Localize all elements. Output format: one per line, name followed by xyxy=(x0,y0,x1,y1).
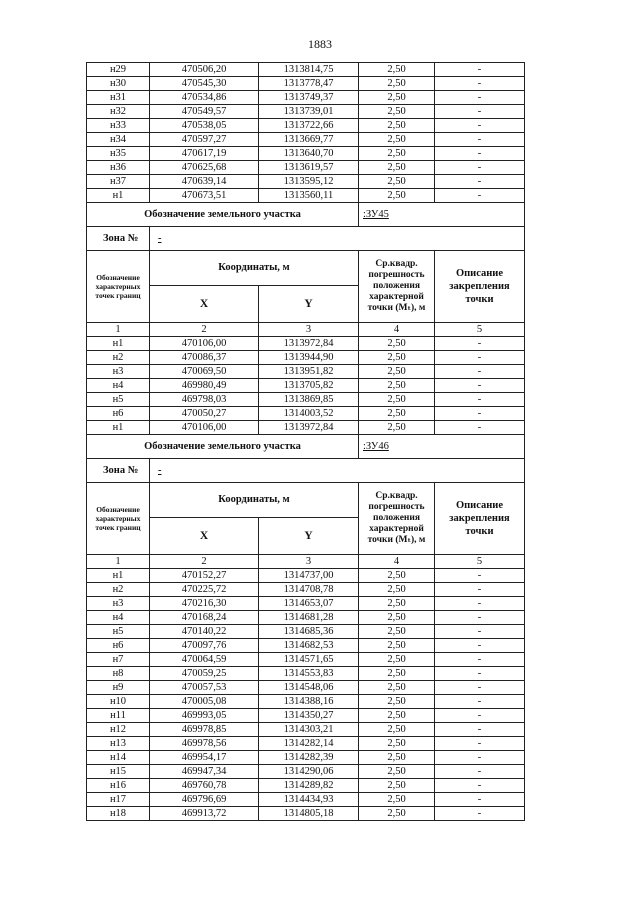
y-coordinate-cell: 1313560,11 xyxy=(259,189,359,203)
zone-label: Зона № xyxy=(87,227,150,251)
point-id-cell: н5 xyxy=(87,625,150,639)
x-coordinate-cell: 470168,24 xyxy=(150,611,259,625)
y-coordinate-cell: 1313619,57 xyxy=(259,161,359,175)
table-row xyxy=(87,597,525,611)
table-row xyxy=(87,91,525,105)
point-id-cell: н11 xyxy=(87,709,150,723)
plot-label: Обозначение земельного участка xyxy=(87,435,359,459)
point-id-cell: н7 xyxy=(87,653,150,667)
table-row xyxy=(87,63,525,77)
y-coordinate-cell: 1314003,52 xyxy=(259,407,359,421)
plot-id: :ЗУ45 xyxy=(359,203,525,227)
accuracy-header: Ср.квадр. погрешность положения характерной точки (Mₜ), м xyxy=(359,483,435,555)
x-coordinate-cell: 470225,72 xyxy=(150,583,259,597)
x-coordinate-cell: 470549,57 xyxy=(150,105,259,119)
y-coordinate-cell: 1313944,90 xyxy=(259,351,359,365)
y-coordinate-cell: 1314737,00 xyxy=(259,569,359,583)
y-coordinate-cell: 1313640,70 xyxy=(259,147,359,161)
description-cell: - xyxy=(435,807,525,821)
description-cell: - xyxy=(435,77,525,91)
accuracy-cell: 2,50 xyxy=(359,161,435,175)
y-coordinate-cell: 1314282,14 xyxy=(259,737,359,751)
point-id-cell: н13 xyxy=(87,737,150,751)
x-header: X xyxy=(150,518,259,555)
point-id-cell: н10 xyxy=(87,695,150,709)
y-coordinate-cell: 1313595,12 xyxy=(259,175,359,189)
table-row xyxy=(87,147,525,161)
x-coordinate-cell: 470069,50 xyxy=(150,365,259,379)
table-row xyxy=(87,569,525,583)
table-row xyxy=(87,337,525,351)
table-row xyxy=(87,77,525,91)
zone-label: Зона № xyxy=(87,459,150,483)
y-coordinate-cell: 1314548,06 xyxy=(259,681,359,695)
point-id-cell: н2 xyxy=(87,583,150,597)
point-id-cell: н35 xyxy=(87,147,150,161)
point-id-cell: н4 xyxy=(87,611,150,625)
page-number: 1883 xyxy=(308,37,332,51)
point-id-cell: н17 xyxy=(87,793,150,807)
point-id-cell: н3 xyxy=(87,365,150,379)
y-coordinate-cell: 1313951,82 xyxy=(259,365,359,379)
description-cell: - xyxy=(435,175,525,189)
x-header: X xyxy=(150,286,259,323)
accuracy-cell: 2,50 xyxy=(359,709,435,723)
point-id-cell: н31 xyxy=(87,91,150,105)
point-id-cell: н6 xyxy=(87,407,150,421)
point-id-cell: н15 xyxy=(87,765,150,779)
table-row xyxy=(87,765,525,779)
description-cell: - xyxy=(435,407,525,421)
accuracy-cell: 2,50 xyxy=(359,175,435,189)
table-row xyxy=(87,393,525,407)
x-coordinate-cell: 470545,30 xyxy=(150,77,259,91)
table-row xyxy=(87,583,525,597)
x-coordinate-cell: 469954,17 xyxy=(150,751,259,765)
description-cell: - xyxy=(435,63,525,77)
table-row xyxy=(87,119,525,133)
column-number-cell: 3 xyxy=(259,555,359,569)
y-coordinate-cell: 1313749,37 xyxy=(259,91,359,105)
column-number-cell: 3 xyxy=(259,323,359,337)
accuracy-cell: 2,50 xyxy=(359,639,435,653)
y-coordinate-cell: 1314805,18 xyxy=(259,807,359,821)
description-cell: - xyxy=(435,653,525,667)
description-cell: - xyxy=(435,133,525,147)
description-cell: - xyxy=(435,751,525,765)
y-coordinate-cell: 1313972,84 xyxy=(259,337,359,351)
y-coordinate-cell: 1314388,16 xyxy=(259,695,359,709)
column-number-row xyxy=(87,323,525,337)
point-id-cell: н37 xyxy=(87,175,150,189)
point-id-cell: н1 xyxy=(87,189,150,203)
x-coordinate-cell: 470064,59 xyxy=(150,653,259,667)
accuracy-cell: 2,50 xyxy=(359,421,435,435)
x-coordinate-cell: 469980,49 xyxy=(150,379,259,393)
description-cell: - xyxy=(435,583,525,597)
point-designation-header: Обозначение характерных точек границ xyxy=(87,251,150,323)
table-row xyxy=(87,175,525,189)
accuracy-cell: 2,50 xyxy=(359,653,435,667)
description-cell: - xyxy=(435,189,525,203)
zone-value: - xyxy=(150,459,525,483)
x-coordinate-cell: 470059,25 xyxy=(150,667,259,681)
y-coordinate-cell: 1314289,82 xyxy=(259,779,359,793)
table-row xyxy=(87,681,525,695)
accuracy-cell: 2,50 xyxy=(359,393,435,407)
point-id-cell: н30 xyxy=(87,77,150,91)
x-coordinate-cell: 470617,19 xyxy=(150,147,259,161)
point-id-cell: н2 xyxy=(87,351,150,365)
description-cell: - xyxy=(435,737,525,751)
description-cell: - xyxy=(435,681,525,695)
point-id-cell: н29 xyxy=(87,63,150,77)
description-cell: - xyxy=(435,667,525,681)
x-coordinate-cell: 470005,08 xyxy=(150,695,259,709)
y-coordinate-cell: 1313778,47 xyxy=(259,77,359,91)
accuracy-header: Ср.квадр. погрешность положения характерной точки (Mₜ), м xyxy=(359,251,435,323)
accuracy-cell: 2,50 xyxy=(359,337,435,351)
table-row xyxy=(87,421,525,435)
description-cell: - xyxy=(435,765,525,779)
accuracy-cell: 2,50 xyxy=(359,63,435,77)
x-coordinate-cell: 470625,68 xyxy=(150,161,259,175)
accuracy-cell: 2,50 xyxy=(359,751,435,765)
y-coordinate-cell: 1313972,84 xyxy=(259,421,359,435)
x-coordinate-cell: 470097,76 xyxy=(150,639,259,653)
table-row xyxy=(87,793,525,807)
table-row xyxy=(87,807,525,821)
plot-label: Обозначение земельного участка xyxy=(87,203,359,227)
y-header: Y xyxy=(259,518,359,555)
accuracy-cell: 2,50 xyxy=(359,695,435,709)
column-number-cell: 2 xyxy=(150,323,259,337)
column-number-row xyxy=(87,555,525,569)
accuracy-cell: 2,50 xyxy=(359,625,435,639)
table-row xyxy=(87,695,525,709)
y-coordinate-cell: 1314708,78 xyxy=(259,583,359,597)
column-number-cell: 4 xyxy=(359,555,435,569)
point-id-cell: н9 xyxy=(87,681,150,695)
point-id-cell: н33 xyxy=(87,119,150,133)
accuracy-cell: 2,50 xyxy=(359,597,435,611)
accuracy-cell: 2,50 xyxy=(359,667,435,681)
table-row xyxy=(87,133,525,147)
x-coordinate-cell: 470050,27 xyxy=(150,407,259,421)
x-coordinate-cell: 469978,85 xyxy=(150,723,259,737)
y-coordinate-cell: 1314681,28 xyxy=(259,611,359,625)
column-number-cell: 1 xyxy=(87,323,150,337)
y-coordinate-cell: 1314685,36 xyxy=(259,625,359,639)
table-row xyxy=(87,351,525,365)
description-cell: - xyxy=(435,695,525,709)
description-cell: - xyxy=(435,161,525,175)
table-row xyxy=(87,407,525,421)
accuracy-cell: 2,50 xyxy=(359,351,435,365)
accuracy-cell: 2,50 xyxy=(359,77,435,91)
accuracy-cell: 2,50 xyxy=(359,91,435,105)
description-cell: - xyxy=(435,723,525,737)
x-coordinate-cell: 469760,78 xyxy=(150,779,259,793)
description-header: Описание закрепления точки xyxy=(435,483,525,555)
column-number-cell: 2 xyxy=(150,555,259,569)
column-number-cell: 1 xyxy=(87,555,150,569)
x-coordinate-cell: 470538,05 xyxy=(150,119,259,133)
coordinates-header: Координаты, м xyxy=(150,483,359,518)
accuracy-cell: 2,50 xyxy=(359,765,435,779)
x-coordinate-cell: 469798,03 xyxy=(150,393,259,407)
y-coordinate-cell: 1313722,66 xyxy=(259,119,359,133)
y-coordinate-cell: 1314303,21 xyxy=(259,723,359,737)
description-cell: - xyxy=(435,119,525,133)
y-coordinate-cell: 1314653,07 xyxy=(259,597,359,611)
table-header-row xyxy=(87,251,525,286)
accuracy-cell: 2,50 xyxy=(359,569,435,583)
point-id-cell: н5 xyxy=(87,393,150,407)
accuracy-cell: 2,50 xyxy=(359,105,435,119)
accuracy-cell: 2,50 xyxy=(359,133,435,147)
y-coordinate-cell: 1314682,53 xyxy=(259,639,359,653)
point-id-cell: н36 xyxy=(87,161,150,175)
column-number-cell: 5 xyxy=(435,323,525,337)
description-cell: - xyxy=(435,793,525,807)
description-cell: - xyxy=(435,337,525,351)
x-coordinate-cell: 469978,56 xyxy=(150,737,259,751)
point-id-cell: н16 xyxy=(87,779,150,793)
description-cell: - xyxy=(435,597,525,611)
description-cell: - xyxy=(435,91,525,105)
accuracy-cell: 2,50 xyxy=(359,583,435,597)
table-row xyxy=(87,639,525,653)
plot-designation-row xyxy=(87,435,525,459)
table-header-row xyxy=(87,483,525,518)
x-coordinate-cell: 470106,00 xyxy=(150,337,259,351)
point-id-cell: н34 xyxy=(87,133,150,147)
description-header: Описание закрепления точки xyxy=(435,251,525,323)
table-row xyxy=(87,737,525,751)
description-cell: - xyxy=(435,709,525,723)
boundary-points-table xyxy=(86,62,525,821)
description-cell: - xyxy=(435,351,525,365)
x-coordinate-cell: 469947,34 xyxy=(150,765,259,779)
y-coordinate-cell: 1314553,83 xyxy=(259,667,359,681)
y-coordinate-cell: 1313669,77 xyxy=(259,133,359,147)
accuracy-cell: 2,50 xyxy=(359,779,435,793)
description-cell: - xyxy=(435,611,525,625)
table-row xyxy=(87,751,525,765)
description-cell: - xyxy=(435,625,525,639)
description-cell: - xyxy=(435,393,525,407)
accuracy-cell: 2,50 xyxy=(359,365,435,379)
x-coordinate-cell: 470597,27 xyxy=(150,133,259,147)
y-coordinate-cell: 1314571,65 xyxy=(259,653,359,667)
description-cell: - xyxy=(435,379,525,393)
table-row xyxy=(87,611,525,625)
table-row xyxy=(87,189,525,203)
table-row xyxy=(87,625,525,639)
table-row xyxy=(87,379,525,393)
accuracy-cell: 2,50 xyxy=(359,119,435,133)
table-row xyxy=(87,105,525,119)
description-cell: - xyxy=(435,105,525,119)
point-id-cell: н1 xyxy=(87,421,150,435)
x-coordinate-cell: 470086,37 xyxy=(150,351,259,365)
table-row xyxy=(87,365,525,379)
accuracy-cell: 2,50 xyxy=(359,807,435,821)
table-row xyxy=(87,667,525,681)
zone-row xyxy=(87,459,525,483)
point-id-cell: н8 xyxy=(87,667,150,681)
accuracy-cell: 2,50 xyxy=(359,407,435,421)
y-coordinate-cell: 1314290,06 xyxy=(259,765,359,779)
column-number-cell: 5 xyxy=(435,555,525,569)
plot-id: :ЗУ46 xyxy=(359,435,525,459)
table-row xyxy=(87,723,525,737)
x-coordinate-cell: 469993,05 xyxy=(150,709,259,723)
y-coordinate-cell: 1313739,01 xyxy=(259,105,359,119)
plot-designation-row xyxy=(87,203,525,227)
y-coordinate-cell: 1313869,85 xyxy=(259,393,359,407)
zone-row xyxy=(87,227,525,251)
description-cell: - xyxy=(435,421,525,435)
zone-value: - xyxy=(150,227,525,251)
y-coordinate-cell: 1313814,75 xyxy=(259,63,359,77)
accuracy-cell: 2,50 xyxy=(359,379,435,393)
description-cell: - xyxy=(435,639,525,653)
x-coordinate-cell: 470506,20 xyxy=(150,63,259,77)
point-id-cell: н3 xyxy=(87,597,150,611)
point-id-cell: н32 xyxy=(87,105,150,119)
table-row xyxy=(87,779,525,793)
y-coordinate-cell: 1314282,39 xyxy=(259,751,359,765)
x-coordinate-cell: 470534,86 xyxy=(150,91,259,105)
y-coordinate-cell: 1314350,27 xyxy=(259,709,359,723)
table-row xyxy=(87,709,525,723)
x-coordinate-cell: 470057,53 xyxy=(150,681,259,695)
accuracy-cell: 2,50 xyxy=(359,147,435,161)
x-coordinate-cell: 470152,27 xyxy=(150,569,259,583)
y-header: Y xyxy=(259,286,359,323)
description-cell: - xyxy=(435,779,525,793)
x-coordinate-cell: 470216,30 xyxy=(150,597,259,611)
accuracy-cell: 2,50 xyxy=(359,723,435,737)
point-id-cell: н18 xyxy=(87,807,150,821)
x-coordinate-cell: 469796,69 xyxy=(150,793,259,807)
point-id-cell: н6 xyxy=(87,639,150,653)
accuracy-cell: 2,50 xyxy=(359,793,435,807)
point-id-cell: н1 xyxy=(87,337,150,351)
point-designation-header: Обозначение характерных точек границ xyxy=(87,483,150,555)
x-coordinate-cell: 470140,22 xyxy=(150,625,259,639)
coordinates-header: Координаты, м xyxy=(150,251,359,286)
x-coordinate-cell: 470639,14 xyxy=(150,175,259,189)
table-row xyxy=(87,161,525,175)
x-coordinate-cell: 470673,51 xyxy=(150,189,259,203)
accuracy-cell: 2,50 xyxy=(359,611,435,625)
y-coordinate-cell: 1313705,82 xyxy=(259,379,359,393)
description-cell: - xyxy=(435,365,525,379)
description-cell: - xyxy=(435,147,525,161)
accuracy-cell: 2,50 xyxy=(359,189,435,203)
point-id-cell: н1 xyxy=(87,569,150,583)
description-cell: - xyxy=(435,569,525,583)
y-coordinate-cell: 1314434,93 xyxy=(259,793,359,807)
table-row xyxy=(87,653,525,667)
column-number-cell: 4 xyxy=(359,323,435,337)
x-coordinate-cell: 469913,72 xyxy=(150,807,259,821)
accuracy-cell: 2,50 xyxy=(359,737,435,751)
point-id-cell: н4 xyxy=(87,379,150,393)
x-coordinate-cell: 470106,00 xyxy=(150,421,259,435)
point-id-cell: н14 xyxy=(87,751,150,765)
point-id-cell: н12 xyxy=(87,723,150,737)
accuracy-cell: 2,50 xyxy=(359,681,435,695)
